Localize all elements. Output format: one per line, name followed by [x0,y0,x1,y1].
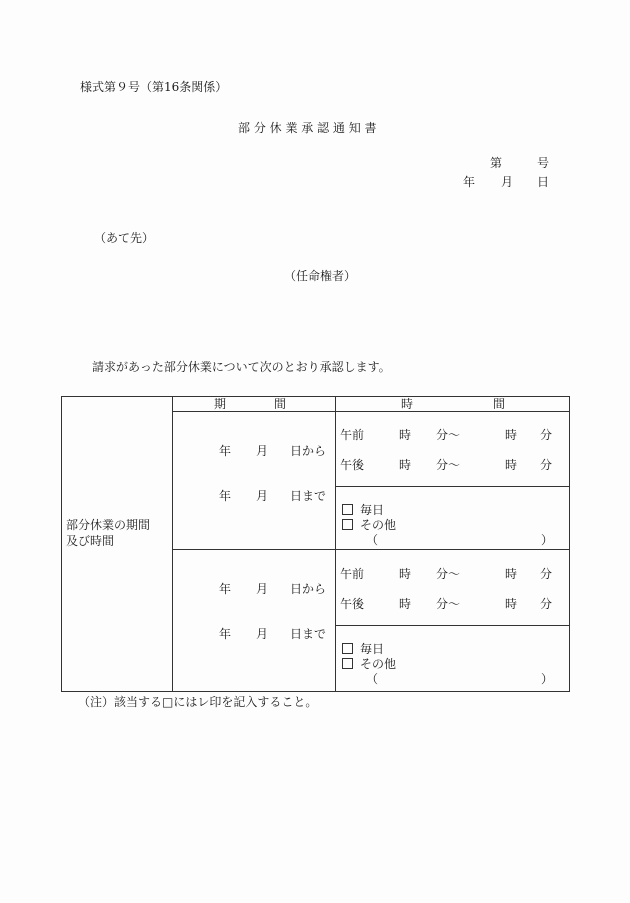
other-paren-close-2: ） [541,672,554,686]
time-1-am-hour: 時 [399,428,412,442]
time-1-am-label: 午前 [340,428,365,442]
document-title: 部 分 休 業 承 認 通 知 書 [238,121,377,135]
other-paren-open-1: （ [366,533,379,547]
daily-label-2: 毎日 [360,642,385,656]
other-label-1: その他 [360,518,397,532]
daily-checkbox-1[interactable] [342,503,353,517]
time-1-am-hour-to: 時 [505,428,518,442]
period-2-to-month: 月 [256,627,269,641]
time-2-am-hour: 時 [399,567,412,581]
period-1-to-day: 日まで [290,489,327,503]
time-1-pm-label: 午後 [340,458,365,472]
other-checkbox-1[interactable] [342,518,353,532]
header-period-a: 期 [214,397,227,411]
date-month: 月 [501,175,514,189]
date-year: 年 [463,175,476,189]
time-2-am-hour-to: 時 [505,567,518,581]
other-label-2: その他 [360,657,397,671]
period-2-to-year: 年 [219,627,232,641]
period-2-from-month: 月 [256,582,269,596]
time-1-am-minute-from: 分〜 [436,428,461,442]
time-2-pm-hour-to: 時 [505,597,518,611]
time-2-pm-minute-from: 分〜 [436,597,461,611]
row-label-line2: 及び時間 [66,534,115,548]
period-1-from-year: 年 [219,444,232,458]
addressee-label: （あて先） [94,231,155,245]
period-1-from-month: 月 [256,444,269,458]
appointer-label: （任命権者） [284,269,357,283]
doc-number-prefix: 第 [490,156,503,170]
time-2-pm-label: 午後 [340,597,365,611]
period-1-to-year: 年 [219,489,232,503]
time-2-am-minute-to: 分 [540,567,553,581]
time-1-pm-minute-to: 分 [540,458,553,472]
period-2-from-year: 年 [219,582,232,596]
time-2-am-minute-from: 分〜 [436,567,461,581]
header-period-b: 間 [274,397,287,411]
header-time-b: 間 [493,397,506,411]
daily-checkbox-2[interactable] [342,642,353,656]
form-number: 様式第９号（第16条関係） [80,80,228,94]
period-2-to-day: 日まで [290,627,327,641]
header-time-a: 時 [401,397,414,411]
row-label-line1: 部分休業の期間 [66,518,151,532]
time-1-pm-minute-from: 分〜 [436,458,461,472]
period-2-from-day: 日から [290,582,327,596]
period-1-from-day: 日から [290,444,327,458]
doc-number-suffix: 号 [537,156,550,170]
time-1-pm-hour: 時 [399,458,412,472]
time-2-am-label: 午前 [340,567,365,581]
time-1-pm-hour-to: 時 [505,458,518,472]
daily-label-1: 毎日 [360,503,385,517]
other-paren-close-1: ） [541,533,554,547]
other-paren-open-2: （ [366,672,379,686]
time-2-pm-minute-to: 分 [540,597,553,611]
time-2-pm-hour: 時 [399,597,412,611]
date-day: 日 [537,175,550,189]
approval-statement: 請求があった部分休業について次のとおり承認します。 [92,360,391,374]
footnote: （注）該当する□にはレ印を記入すること。 [78,695,318,709]
time-1-am-minute-to: 分 [540,428,553,442]
period-1-to-month: 月 [256,489,269,503]
other-checkbox-2[interactable] [342,657,353,671]
